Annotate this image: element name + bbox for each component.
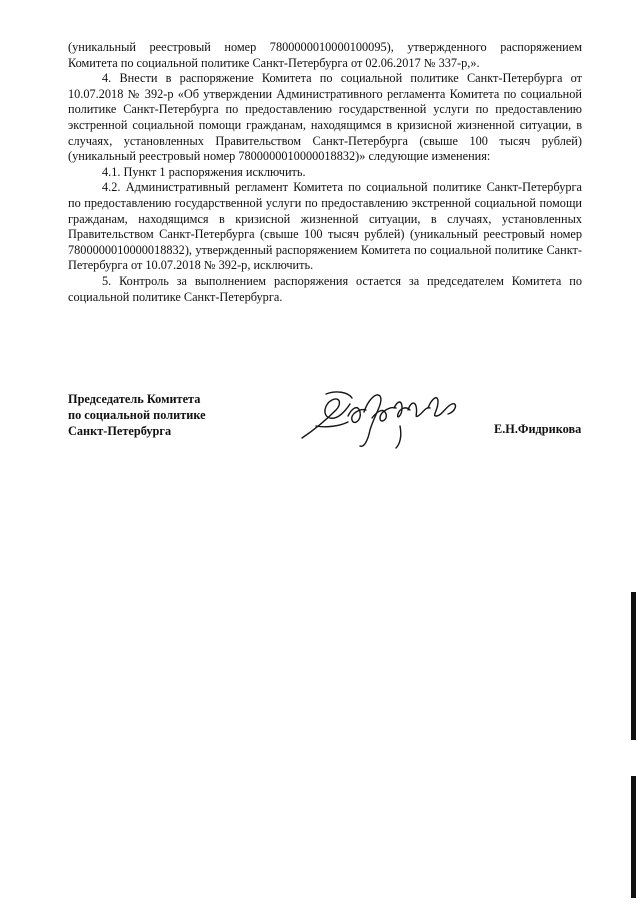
handwritten-signature xyxy=(296,386,476,452)
paragraph-item-4-2: 4.2. Административный регламент Комитета по социальной политике Санкт-Петербурга по предоставлению государственной услуги по предоставлению экстренной социальной помощи гражданам, находящимся в кризисной жизненной ситуации, в случаях, установленных Правительством Санкт-Петербурга (свыше 100 тысяч рублей) (уникальный реестровый номер 7800000010000018832), утвержденный распоряжением Комитета по социальной политике Санкт-Петербурга от 10.07.2018 № 392-р, исключить. xyxy=(68,180,582,273)
paragraph-item-4-1: 4.1. Пункт 1 распоряжения исключить. xyxy=(102,164,306,179)
signatory-name: Е.Н.Фидрикова xyxy=(494,422,582,436)
signatory-title xyxy=(68,391,268,439)
signatory-title-line: по социальной политике xyxy=(68,408,206,422)
paragraph-item-5: 5. Контроль за выполнением распоряжения остается за председателем Комитета по социальной политике Санкт-Петербурга. xyxy=(68,273,582,304)
scan-edge-mark xyxy=(631,776,636,898)
paragraph-item-4: 4. Внести в распоряжение Комитета по социальной политике Санкт-Петербурга от 10.07.2018 № 392-р «Об утверждении Административного регламента Комитета по социальной политике Санкт-Петербурга по предоставлению государственной услуги по предоставлению экстренной социальной помощи гражданам, находящимся в кризисной жизненной ситуации, в случаях, установленных Правительством Санкт-Петербурга (свыше 100 тысяч рублей) (уникальный реестровый номер 7800000010000018832)» следующие изменения: xyxy=(68,71,582,164)
paragraph-continuation: (уникальный реестровый номер 7800000010000100095), утвержденного распоряжением Комитета по социальной политике Санкт-Петербурга от 02.06.2017 № 337-р,». xyxy=(68,40,582,70)
signatory-title-line: Председатель Комитета xyxy=(68,392,201,406)
scan-edge-mark xyxy=(631,592,636,740)
signatory-title-line: Санкт-Петербурга xyxy=(68,424,172,438)
document-body xyxy=(68,40,582,305)
